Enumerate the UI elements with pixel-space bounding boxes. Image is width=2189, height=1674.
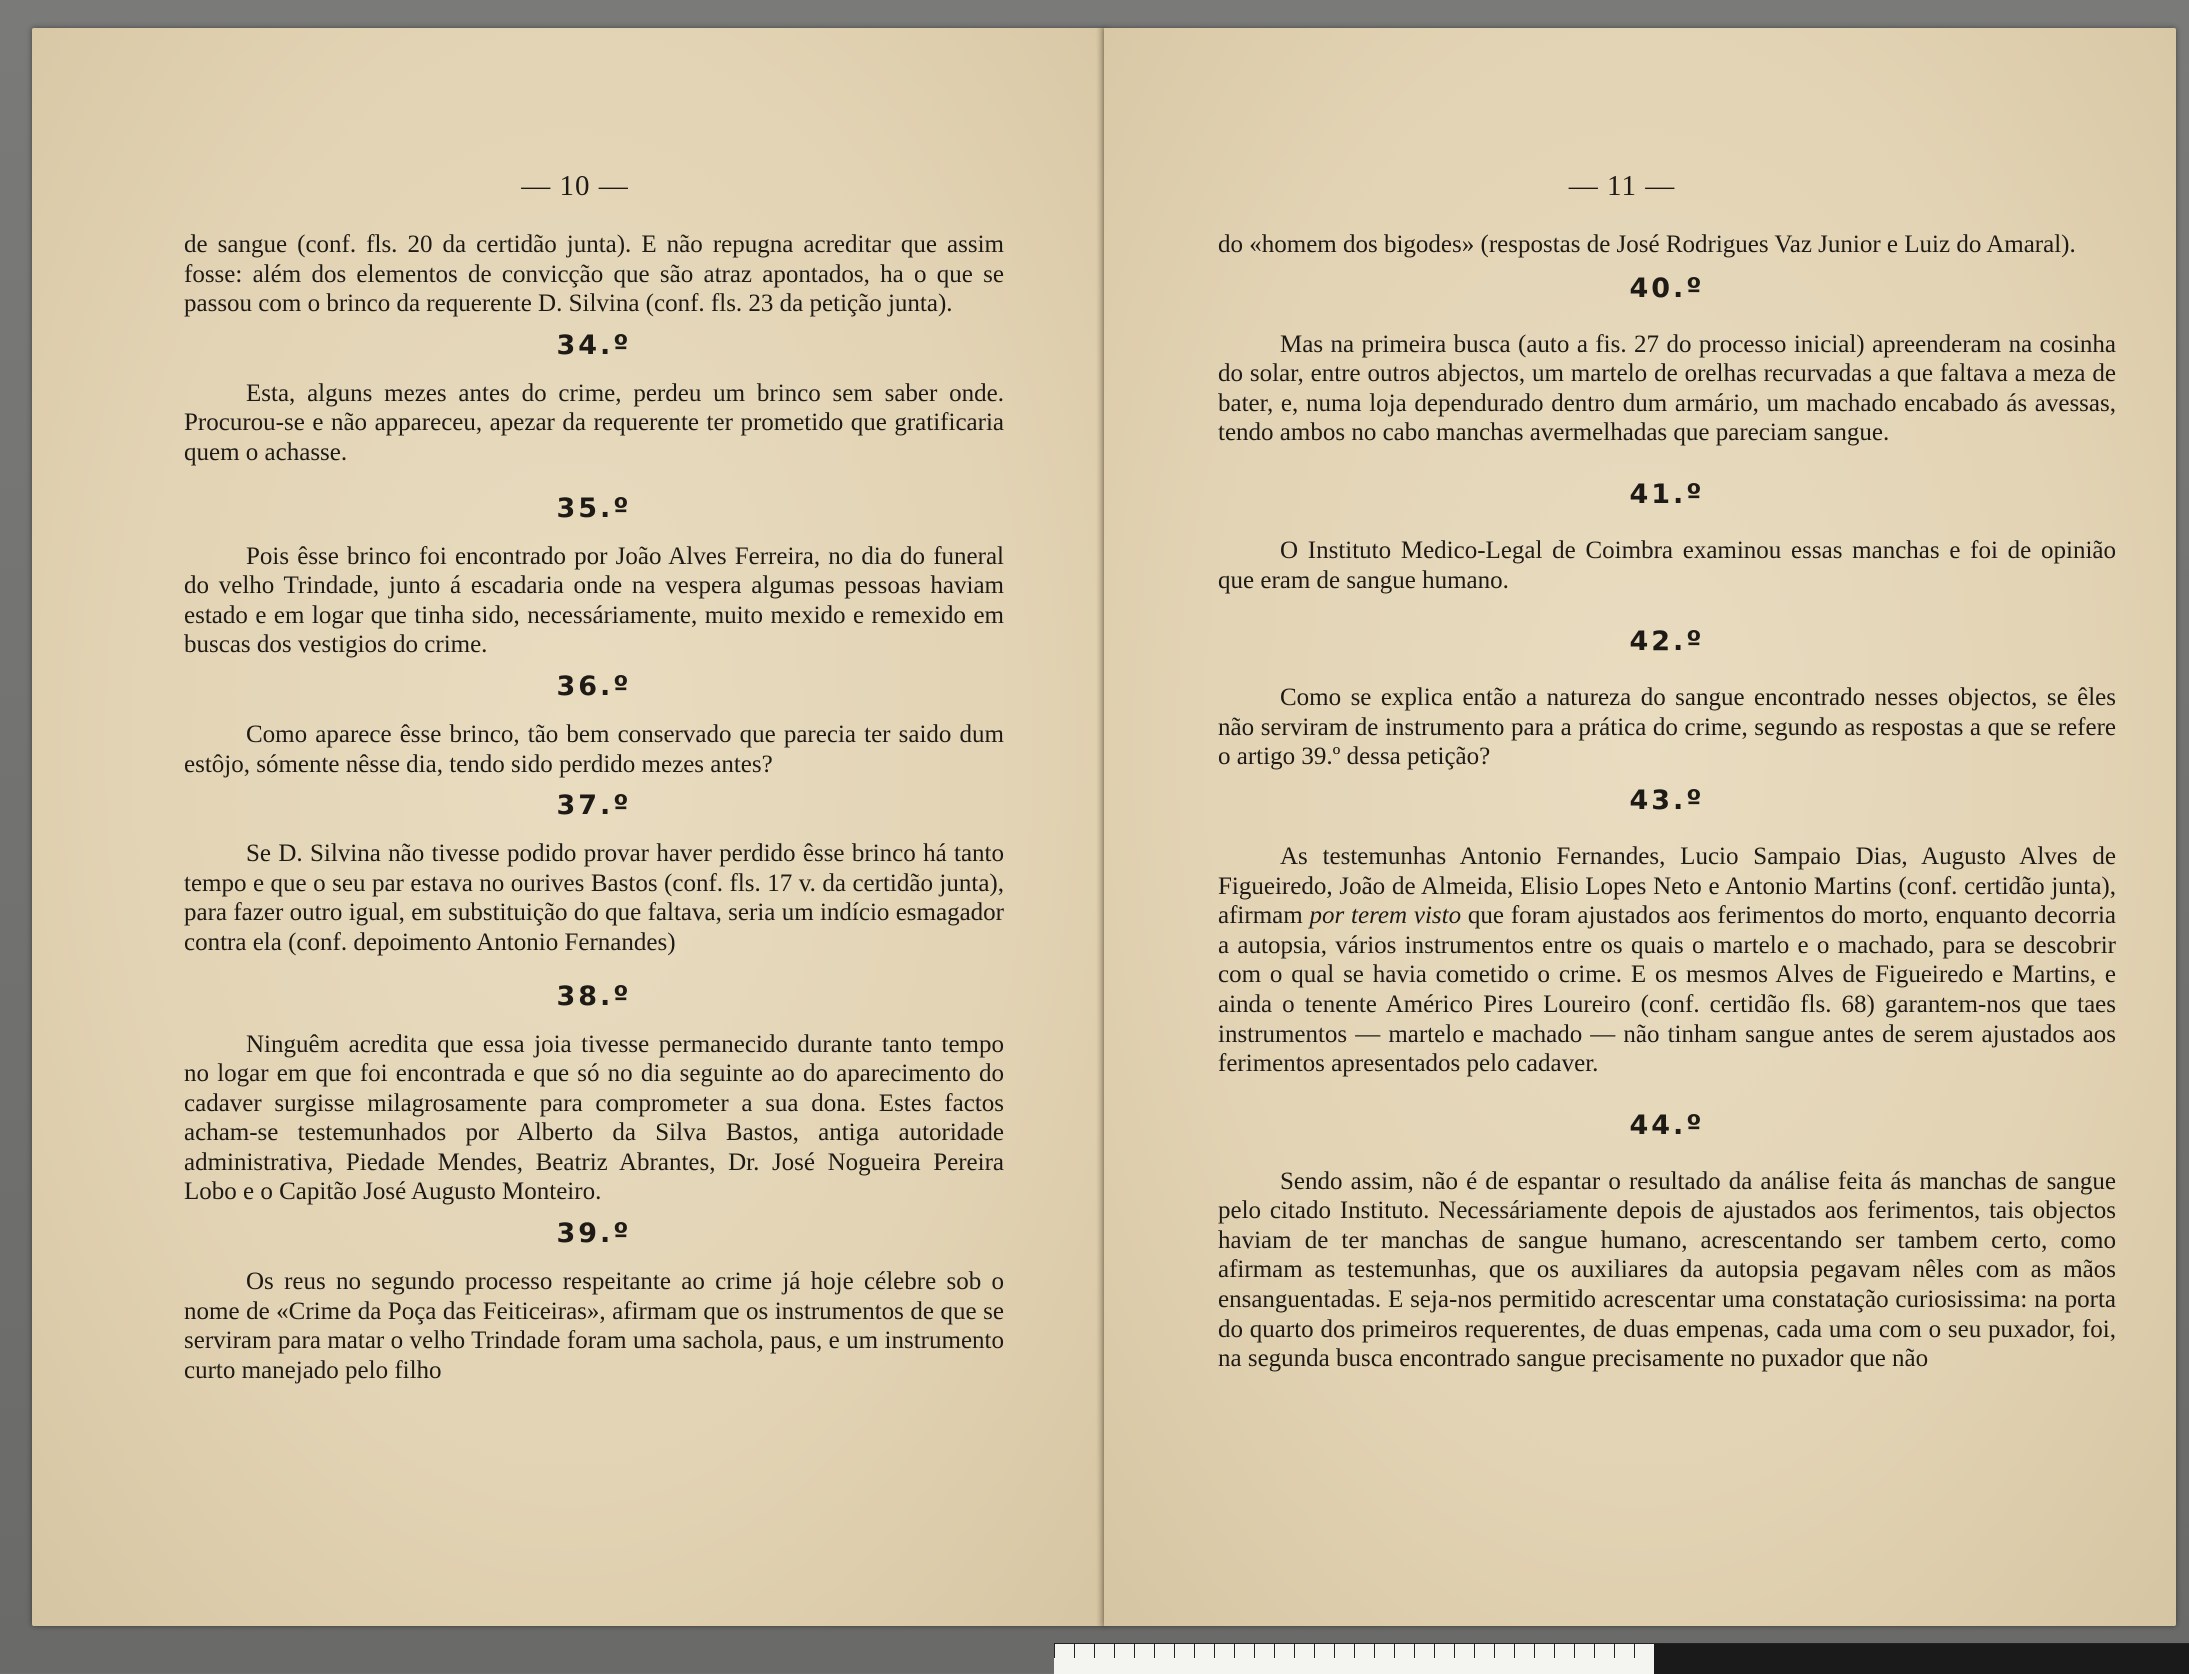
continuation-paragraph: de sangue (conf. fls. 20 da certidão junta). E não repugna acreditar que assim fosse: além dos elementos de convicção que são atraz apontados, ha o que se passou com o brinco da requerente D. Silvina (conf. fls. 23 da petição junta). bbox=[184, 231, 1004, 318]
article-number: 44.º bbox=[1629, 1109, 1705, 1141]
article-text: que foram ajustados aos ferimentos do morto, enquanto decorria a autopsia, vários instrumentos entre os quais o martelo e o machado, para se descobrir com o qual se havia cometido o crime. E os mesmos Alves de Figueiredo e Martins, e ainda o tenente Américo Pires Loureiro (conf. certidão fls. 68) garantem-nos que taes instrumentos — martelo e machado — não tinham sangue antes de serem ajustados aos ferimentos apresentados pelo cadaver. bbox=[1218, 902, 2117, 1078]
ruler-black-band bbox=[1654, 1644, 2189, 1674]
page-number: — 10 — bbox=[521, 170, 629, 202]
article-paragraph: Pois êsse brinco foi encontrado por João Alves Ferreira, no dia do funeral do velho Trindade, junto á escadaria onde na vespera algumas pessoas haviam estado e em logar que tinha sido, necessáriamente, muito mexido e remexido em buscas dos vestigios do crime. bbox=[184, 542, 1004, 659]
continuation-paragraph: do «homem dos bigodes» (respostas de José Rodrigues Vaz Junior e Luiz do Amaral). bbox=[1218, 231, 2076, 258]
article-number: 43.º bbox=[1629, 784, 1705, 816]
article-number: 35.º bbox=[556, 492, 632, 524]
article-paragraph: Esta, alguns mezes antes do crime, perdeu um brinco sem saber onde. Procurou-se e não appareceu, apezar da requerente ter prometido que gratificaria quem o achasse. bbox=[184, 379, 1004, 466]
article-text: As testemunhas Antonio Fernandes, Lucio Sampaio Dias, Augusto Alves de Figueiredo, João de Almeida, Elisio Lopes Neto e Antonio Martins (conf. certidão junta), afirmam bbox=[1218, 842, 2116, 930]
left-text-column bbox=[184, 230, 1004, 1385]
left-page bbox=[32, 28, 1106, 1626]
article-paragraph: Como aparece êsse brinco, tão bem conservado que parecia ter saido dum estôjo, sómente nêsse dia, tendo sido perdido mezes antes? bbox=[184, 720, 1004, 778]
article-paragraph: Se D. Silvina não tivesse podido provar haver perdido êsse brinco há tanto tempo e que o seu par estava no ourives Bastos (conf. fls. 17 v. da certidão junta), para fazer outro igual, em substituição do que faltava, seria um indício esmagador contra ela (conf. depoimento Antonio Fernandes) bbox=[184, 840, 1004, 956]
right-page bbox=[1104, 28, 2176, 1626]
article-number: 37.º bbox=[556, 790, 632, 822]
article-number: 39.º bbox=[556, 1218, 632, 1250]
article-paragraph: Ninguêm acredita que essa joia tivesse permanecido durante tanto tempo no logar em que foi encontrada e que só no dia seguinte ao do aparecimento do cadaver surgisse milagrosamente para comprometer a sua dona. Estes factos acham-se testemunhados por Alberto da Silva Bastos, antiga autoridade administrativa, Piedade Mendes, Beatriz Abrantes, Dr. José Nogueira Pereira Lobo e o Capitão José Augusto Monteiro. bbox=[184, 1030, 1004, 1206]
page-number: — 11 — bbox=[1568, 170, 1676, 202]
article-number: 36.º bbox=[556, 670, 632, 702]
article-paragraph bbox=[1218, 842, 2116, 1079]
article-number: 40.º bbox=[1629, 272, 1705, 304]
article-number: 41.º bbox=[1629, 478, 1705, 510]
article-paragraph: O Instituto Medico-Legal de Coimbra examinou essas manchas e foi de opinião que eram de sangue humano. bbox=[1218, 536, 2116, 594]
ruler-ticks bbox=[1054, 1644, 1654, 1658]
article-number: 34.º bbox=[556, 329, 632, 361]
article-paragraph: Sendo assim, não é de espantar o resultado da análise feita ás manchas de sangue pelo citado Instituto. Necessáriamente depois de ajustados aos ferimentos, tais objectos haviam de ter manchas de sangue humano, acrescentando ser tambem certo, como afirmam as testemunhas, que os auxiliares da autopsia pegavam nêles com as mãos ensanguentadas. E seja-nos permitido acrescentar uma constatação curiosissima: na porta do quarto dos primeiros requerentes, de duas empenas, cada uma com o seu puxador, foi, na segunda busca encontrado sangue precisamente no puxador que não bbox=[1218, 1167, 2116, 1373]
scale-ruler bbox=[1054, 1643, 2189, 1674]
article-paragraph: Mas na primeira busca (auto a fis. 27 do processo inicial) apreenderam na cosinha do solar, entre outros abjectos, um martelo de orelhas recurvadas a que faltava a meza de bater, e, numa loja dependurado dentro dum armário, um machado encabado ás avessas, tendo ambos no cabo manchas avermelhadas que pareciam sangue. bbox=[1218, 330, 2116, 447]
italic-phrase: por terem visto bbox=[1309, 902, 1462, 930]
right-text-column bbox=[1218, 230, 2116, 1374]
article-paragraph: Os reus no segundo processo respeitante ao crime já hoje célebre sob o nome de «Crime da Poça das Feiticeiras», afirmam que os instrumentos de que se serviram para matar o velho Trindade foram uma sachola, paus, e um instrumento curto manejado pelo filho bbox=[184, 1268, 1004, 1384]
article-paragraph: Como se explica então a natureza do sangue encontrado nesses objectos, se êles não serviram de instrumento para a prática do crime, segundo as respostas a que se refere o artigo 39.º dessa petição? bbox=[1218, 684, 2116, 771]
article-number: 42.º bbox=[1629, 626, 1705, 658]
article-number: 38.º bbox=[556, 980, 632, 1012]
